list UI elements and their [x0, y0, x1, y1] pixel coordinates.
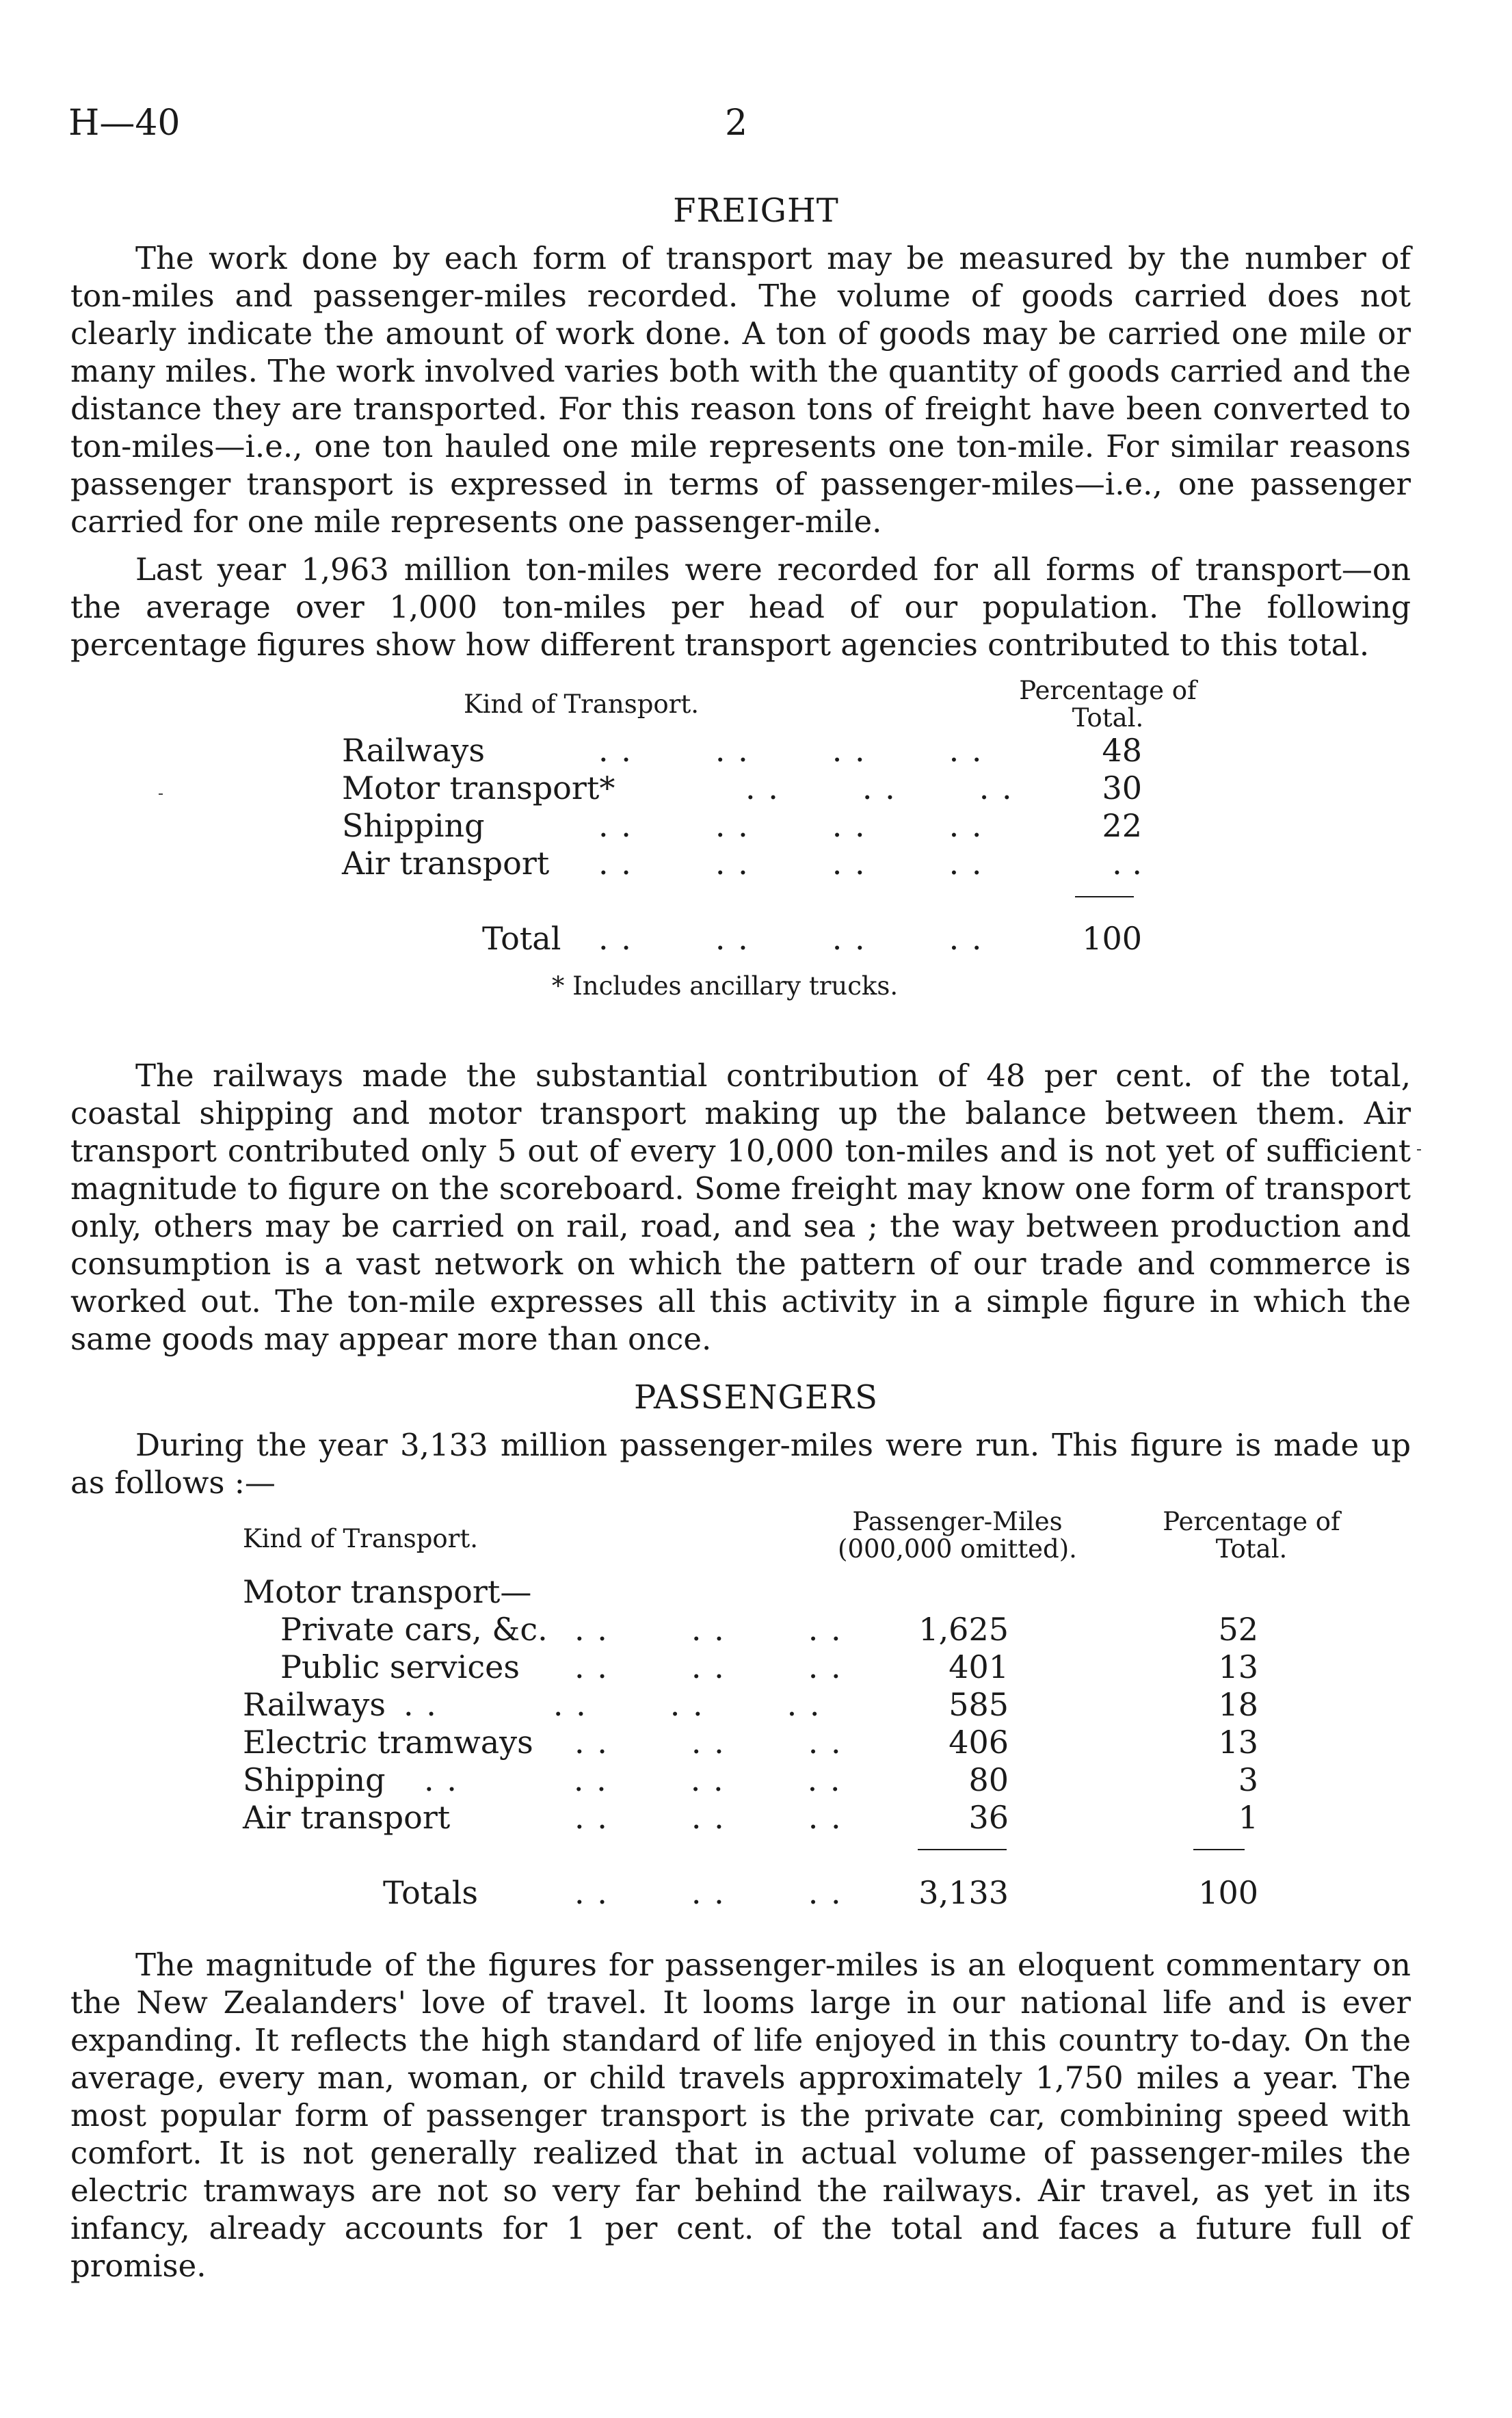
passengers-row-miles: 80 — [968, 1761, 1009, 1798]
freight-row-label: Air transport — [342, 845, 550, 882]
passengers-row-label: Air transport — [243, 1799, 451, 1836]
leader-dots: . . . . . . . . — [403, 1686, 821, 1723]
freight-total-pct: 100 — [1082, 920, 1142, 957]
passengers-group-label: Motor transport— — [243, 1573, 532, 1610]
passengers-row-label: Private cars, &c. — [280, 1611, 548, 1648]
passengers-paragraph-2-text: The magnitude of the figures for passenger-miles is an eloquent commentary on the New Zealanders' love of travel. It looms large in our national life and is ever expanding. It reflects the high standard of life enjoyed in this country to-day. On the average, every man, woman, or child travels approximately 1,750 miles a year. The most popular form of passenger transport is the private car, combining speed with comfort. It is not generally realized that in actual volume of passenger-miles the electric tramways are not so very far behind the railways. Air travel, as yet in its infancy, already accounts for 1 per cent. of the total and faces a future full of promise. — [70, 1947, 1411, 2284]
page-number: 2 — [725, 103, 748, 144]
freight-row-label: Shipping — [342, 807, 485, 844]
document-reference: H—40 — [68, 103, 181, 144]
leader-dots: . . . . . . . . — [598, 920, 983, 957]
margin-mark — [159, 793, 163, 795]
freight-col-pct — [992, 677, 1224, 732]
freight-footnote: * Includes ancillary trucks. — [551, 971, 899, 1001]
passengers-col-kind: Kind of Transport. — [243, 1524, 479, 1553]
freight-col-kind: Kind of Transport. — [463, 689, 699, 719]
passengers-row-pct: 13 — [1218, 1648, 1258, 1685]
leader-dots: . . . . . . — [574, 1799, 843, 1836]
freight-paragraph-1 — [70, 239, 1411, 540]
passengers-col-pct — [1135, 1508, 1368, 1563]
passengers-total-pct: 100 — [1198, 1874, 1258, 1911]
passengers-row-miles: 406 — [949, 1724, 1009, 1761]
pct-total-rule — [1193, 1849, 1245, 1850]
freight-row-label: Railways — [342, 732, 485, 769]
passengers-row-pct: 13 — [1218, 1724, 1258, 1761]
freight-total-label: Total — [482, 920, 561, 957]
freight-paragraph-3-text: The railways made the substantial contribution of 48 per cent. of the total, coastal shipping and motor transport making up the balance between them. Air transport contributed only 5 out of every 10,000 ton-miles and is not yet of sufficient magnitude to figure on the scoreboard. Some freight may know one form of transport only, others may be carried on rail, road, and sea ; the way between production and consumption is a vast network on which the pattern of our trade and commerce is worked out. The ton-mile expresses all this activity in a simple figure in which the same goods may appear more than once. — [70, 1057, 1411, 1357]
passengers-paragraph-1-text: During the year 3,133 million passenger-miles were run. This figure is made up as follows :— — [70, 1427, 1411, 1501]
passengers-col-miles-line1: Passenger-Miles — [852, 1507, 1063, 1536]
passengers-col-pct-line1: Percentage of — [1163, 1507, 1340, 1536]
miles-total-rule — [918, 1849, 1007, 1850]
passengers-row-pct: 1 — [1238, 1799, 1258, 1836]
leader-dots: . . . . . . . . — [424, 1761, 842, 1798]
freight-col-pct-line2: Total. — [1072, 703, 1144, 733]
passengers-row-pct: 18 — [1218, 1686, 1258, 1723]
leader-dots: . . . . . . — [574, 1648, 843, 1685]
freight-col-pct-line1: Percentage of — [1019, 676, 1197, 705]
passengers-row-miles: 1,625 — [918, 1611, 1009, 1648]
passengers-heading: PASSENGERS — [634, 1378, 878, 1417]
passengers-row-label: Shipping — [243, 1761, 386, 1798]
leader-dots: . . . . . . . . — [598, 807, 983, 844]
freight-row-pct: 30 — [1102, 770, 1142, 806]
freight-row-pct: 48 — [1102, 732, 1142, 769]
leader-dots: . . . . . . . . — [598, 845, 983, 882]
freight-row-pct: . . — [1112, 845, 1142, 882]
leader-dots: . . . . . . — [745, 770, 1013, 806]
freight-row-pct: 22 — [1102, 807, 1142, 844]
freight-paragraph-2-text: Last year 1,963 million ton-miles were recorded for all forms of transport—on the average over 1,000 ton-miles per head of our population. The following percentage figures show how different transport agencies contributed to this total. — [70, 551, 1411, 663]
total-rule — [1075, 896, 1134, 897]
passengers-col-pct-line2: Total. — [1215, 1534, 1288, 1564]
freight-paragraph-2 — [70, 551, 1411, 663]
passengers-row-label: Public services — [280, 1648, 520, 1685]
passengers-row-pct: 52 — [1218, 1611, 1258, 1648]
passengers-total-miles: 3,133 — [918, 1874, 1009, 1911]
passengers-total-label: Totals — [383, 1874, 479, 1911]
passengers-row-miles: 585 — [949, 1686, 1009, 1723]
leader-dots: . . . . . . — [574, 1611, 843, 1648]
passengers-row-label: Electric tramways — [243, 1724, 533, 1761]
passengers-row-miles: 36 — [968, 1799, 1009, 1836]
passengers-row-miles: 401 — [949, 1648, 1009, 1685]
freight-paragraph-1-text: The work done by each form of transport may be measured by the number of ton-miles and passenger-miles recorded. The volume of goods carried does not clearly indicate the amount of work done. A ton of goods may be carried one mile or many miles. The work involved varies both with the quantity of goods carried and the distance they are transported. For this reason tons of freight have been converted to ton-miles—i.e., one ton hauled one mile represents one ton-mile. For similar reasons passenger transport is expressed in terms of passenger-miles—i.e., one passenger carried for one mile represents one passenger-mile. — [70, 240, 1411, 540]
passengers-paragraph-2 — [70, 1946, 1411, 2285]
margin-mark — [1417, 1149, 1421, 1151]
passengers-paragraph-1 — [70, 1426, 1411, 1501]
leader-dots: . . . . . . — [574, 1724, 843, 1761]
freight-row-label: Motor transport* — [342, 770, 615, 806]
passengers-col-miles-line2: (000,000 omitted). — [838, 1534, 1077, 1564]
passengers-row-pct: 3 — [1238, 1761, 1258, 1798]
leader-dots: . . . . . . . . — [598, 732, 983, 769]
freight-heading: FREIGHT — [673, 192, 839, 230]
leader-dots: . . . . . . — [574, 1874, 843, 1911]
passengers-col-miles — [807, 1508, 1108, 1563]
passengers-row-label: Railways — [243, 1686, 386, 1723]
freight-paragraph-3 — [70, 1057, 1411, 1358]
